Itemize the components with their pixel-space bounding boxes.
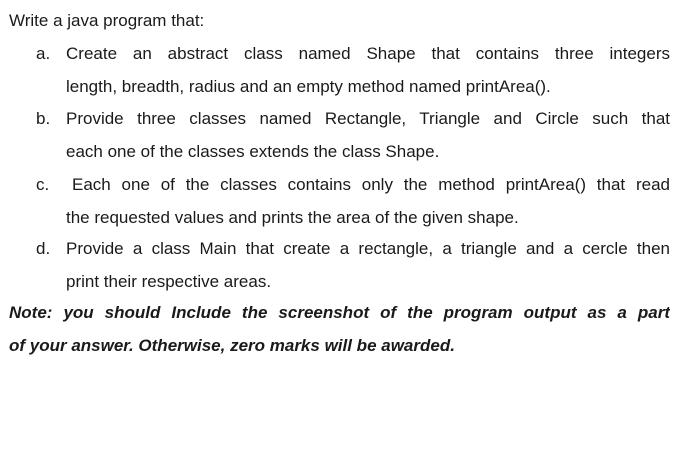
list-marker: d. [36,239,51,258]
list-item-text-line: print their respective areas. [66,272,272,291]
list-item-text-line: Provide a class Main that create a rectangle, a triangle and a cercle then [66,239,670,258]
list-marker: a. [36,44,51,63]
question-heading: Write a java program that: [9,11,205,30]
list-item-text-line: Provide three classes named Rectangle, Triangle and Circle such that [66,109,670,128]
list-marker: c. [36,175,50,194]
list-item-text-line: each one of the classes extends the class Shape. [66,142,440,161]
list-marker: b. [36,109,51,128]
note-text-line: of your answer. Otherwise, zero marks will be awarded. [9,336,455,355]
list-item-text-line: the requested values and prints the area of the given shape. [66,208,519,227]
list-item-text-line: Each one of the classes contains only the method printArea() that read [72,175,670,194]
note-text-line: Note: you should Include the screenshot of the program output as a part [9,303,670,322]
list-item-text-line: length, breadth, radius and an empty method named printArea(). [66,77,551,96]
list-item-text-line: Create an abstract class named Shape that contains three integers [66,44,670,63]
